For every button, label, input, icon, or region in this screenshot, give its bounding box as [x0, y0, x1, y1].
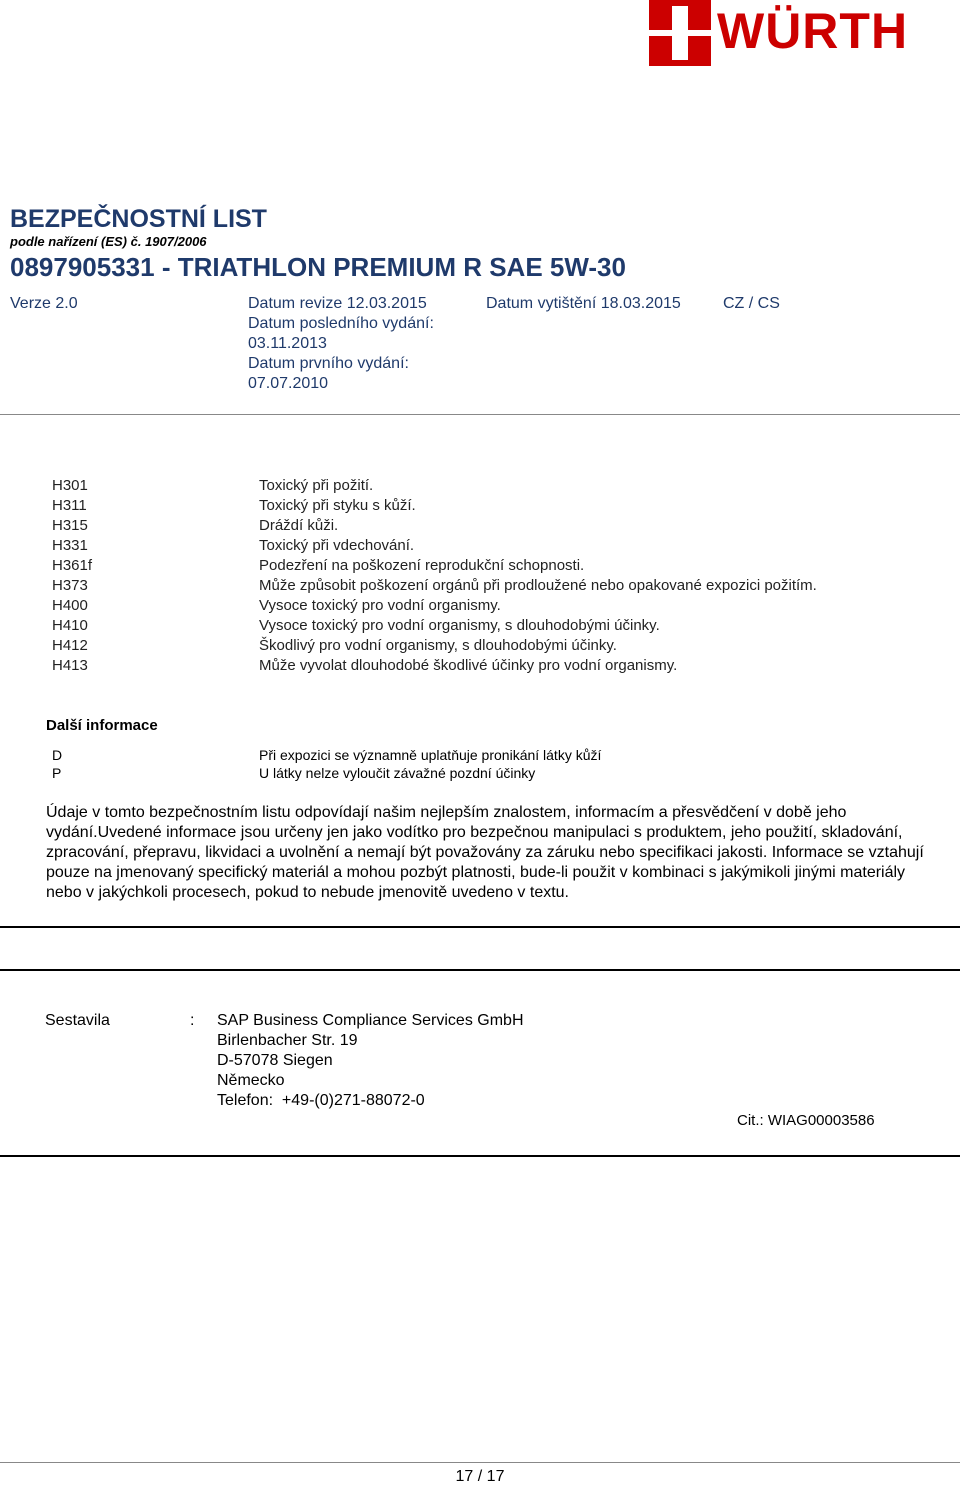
- last-issue-label: Datum posledního vydání:: [248, 315, 434, 332]
- hazard-code: H412: [52, 637, 88, 654]
- revision-dates: [248, 294, 434, 394]
- list-item: [52, 476, 912, 496]
- wurth-logo-text: WÜRTH: [717, 3, 909, 59]
- hazard-code: H311: [52, 497, 87, 514]
- wurth-logo-mark-icon: [649, 0, 711, 66]
- info-code: D: [52, 747, 63, 763]
- hazard-text: Dráždí kůži.: [259, 517, 339, 534]
- address-line: D-57078 Siegen: [217, 1052, 333, 1069]
- hazard-code: H410: [52, 617, 88, 634]
- hazard-code: H373: [52, 577, 88, 594]
- list-item: [52, 616, 912, 636]
- hazard-text: Vysoce toxický pro vodní organismy, s dlouhodobými účinky.: [259, 617, 660, 634]
- wurth-logo: [649, 0, 960, 70]
- version: Verze 2.0: [10, 295, 78, 312]
- last-issue-date: 03.11.2013: [248, 335, 327, 352]
- hazard-code: H331: [52, 537, 88, 554]
- prepared-by-address: [217, 1011, 637, 1111]
- hazard-code: H315: [52, 517, 88, 534]
- first-issue-label: Datum prvního vydání:: [248, 355, 409, 372]
- address-line: Telefon: +49-(0)271-88072-0: [217, 1092, 425, 1109]
- hazard-statements-list: [52, 476, 912, 676]
- list-item: [52, 596, 912, 616]
- hazard-text: Toxický při styku s kůží.: [259, 497, 416, 514]
- hazard-code: H413: [52, 657, 88, 674]
- list-item: [52, 516, 912, 536]
- header-divider: [0, 414, 960, 415]
- info-code: P: [52, 765, 62, 781]
- hazard-code: H400: [52, 597, 88, 614]
- first-issue-date: 07.07.2010: [248, 375, 329, 392]
- product-name: 0897905331 - TRIATHLON PREMIUM R SAE 5W-30: [10, 252, 626, 282]
- page-number: 17 / 17: [455, 1468, 505, 1485]
- divider: [0, 969, 960, 971]
- list-item: [52, 764, 601, 782]
- list-item: [52, 556, 912, 576]
- info-text: Při expozici se významně uplatňuje pronikání látky kůží: [259, 747, 602, 763]
- citation-code: Cit.: WIAG00003586: [737, 1112, 875, 1129]
- regulation-reference: podle nařízení (ES) č. 1907/2006: [10, 234, 207, 249]
- hazard-text: Může vyvolat dlouhodobé škodlivé účinky pro vodní organismy.: [259, 657, 678, 674]
- hazard-text: Podezření na poškození reprodukční schopnosti.: [259, 557, 585, 574]
- list-item: [52, 746, 601, 764]
- hazard-code: H301: [52, 477, 88, 494]
- info-text: U látky nelze vyloučit závažné pozdní účinky: [259, 765, 536, 781]
- divider: [0, 926, 960, 928]
- address-line: SAP Business Compliance Services GmbH: [217, 1012, 524, 1029]
- address-line: Německo: [217, 1072, 285, 1089]
- list-item: [52, 636, 912, 656]
- list-item: [52, 496, 912, 516]
- hazard-text: Vysoce toxický pro vodní organismy.: [259, 597, 501, 614]
- document-title: BEZPEČNOSTNÍ LIST: [10, 205, 267, 233]
- divider: [0, 1155, 960, 1157]
- list-item: [52, 656, 912, 676]
- print-date: Datum vytištění 18.03.2015: [486, 295, 681, 312]
- prepared-by-label: Sestavila: [45, 1012, 110, 1029]
- hazard-text: Může způsobit poškození orgánů při prodloužené nebo opakované expozici požitím.: [259, 577, 817, 594]
- revision-date: Datum revize 12.03.2015: [248, 295, 427, 312]
- address-line: Birlenbacher Str. 19: [217, 1032, 358, 1049]
- further-info-heading: Další informace: [46, 717, 158, 734]
- hazard-text: Škodlivý pro vodní organismy, s dlouhodobými účinky.: [259, 637, 617, 654]
- footer-divider: [0, 1462, 960, 1463]
- hazard-text: Toxický při požití.: [259, 477, 374, 494]
- prepared-by-colon: :: [190, 1012, 195, 1029]
- hazard-code: H361f: [52, 557, 93, 574]
- list-item: [52, 576, 912, 596]
- country-language: CZ / CS: [723, 295, 780, 312]
- further-info-list: [52, 746, 601, 782]
- hazard-text: Toxický při vdechování.: [259, 537, 415, 554]
- disclaimer-paragraph: Údaje v tomto bezpečnostním listu odpovídají našim nejlepším znalostem, informacím a přesvědčení v době jeho vydání.Uvedené informace jsou určeny jen jako vodítko pro bezpečnou manipulaci s produktem, jeho použití, skladování, zpracování, přepravu, likvidaci a uvolnění a nemají být považovány za záruku nebo specifikaci jakosti. Informace se vztahují pouze na jmenovaný specifický materiál a mohou pozbýt platnosti, bude-li použit v kombinaci s jakýmikoli jinými materiály nebo v jakýchkoli procesech, pokud to nebude jmenovitě uvedeno v textu.: [46, 804, 924, 901]
- list-item: [52, 536, 912, 556]
